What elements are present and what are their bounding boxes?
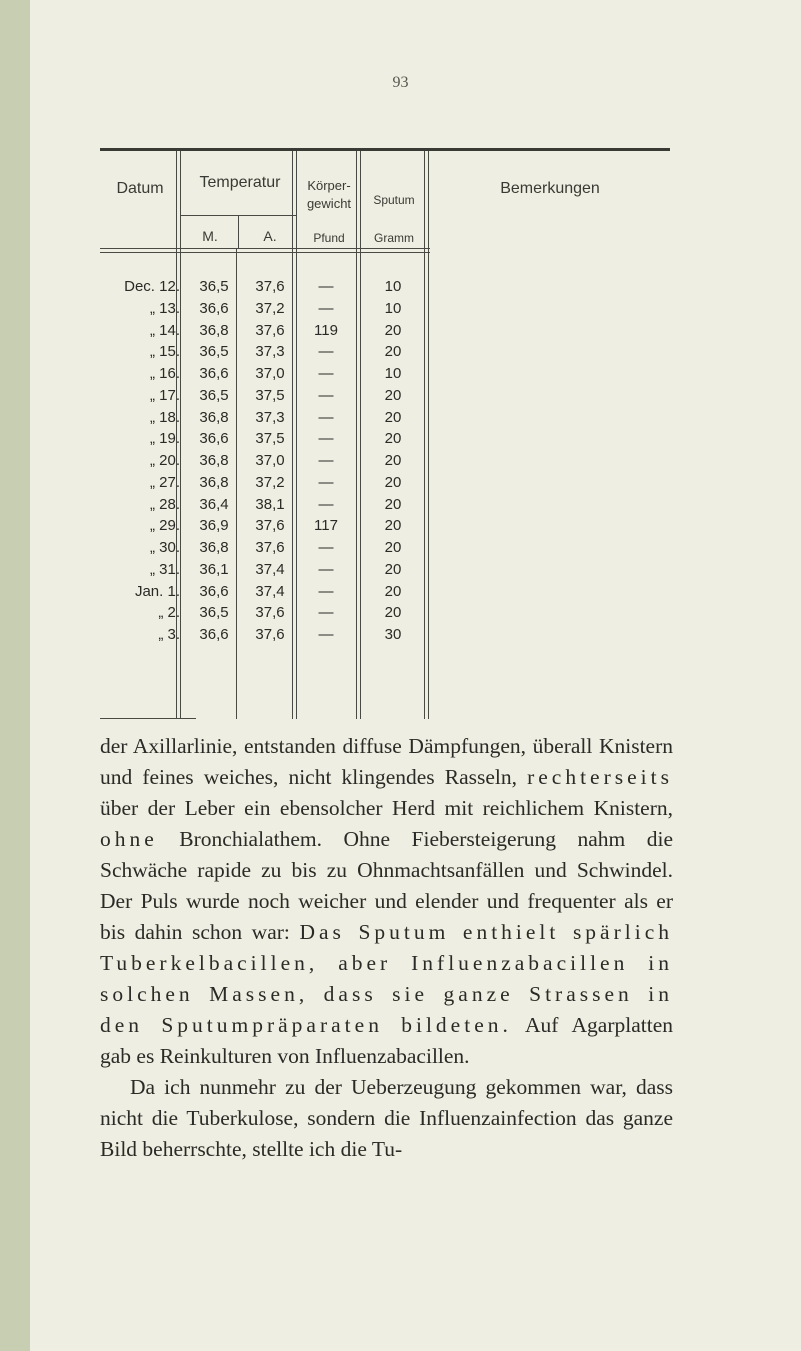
- cell-sputum: 20: [384, 582, 402, 600]
- cell-temp-m: 36,9: [199, 517, 229, 535]
- cell-temp-m: 36,6: [199, 365, 229, 382]
- cell-temp-m: 36,1: [199, 560, 229, 578]
- cell-temp-m: 36,5: [199, 343, 229, 361]
- table-row: [100, 276, 670, 298]
- body-text: [100, 731, 673, 1165]
- cell-temp-a: 37,2: [255, 299, 285, 317]
- cell-date: „ 16.: [149, 365, 180, 382]
- cell-temp-a: 37,5: [255, 430, 285, 448]
- cell-date: „ 3.: [158, 626, 180, 643]
- cell-temp-a: 37,6: [255, 321, 285, 339]
- table-row: [100, 407, 670, 429]
- cell-temp-a: 37,4: [255, 560, 285, 578]
- cell-sputum: 20: [384, 604, 402, 622]
- cell-date: „ 19.: [149, 430, 180, 448]
- cell-temp-a: 37,6: [255, 278, 285, 295]
- p1-part-c: über der Leber ein ebensolcher Herd mit reichlichem Knistern,: [100, 796, 673, 820]
- p1-part-e: Bronchialathem. Ohne Fiebersteigerung nahm die Schwäche rapide zu bis zu Ohnmachtsanfällen und Schwindel. Der Puls wurde noch weicher und elender und frequenter als er bis dahin schon war:: [100, 827, 673, 944]
- cell-sputum: 10: [384, 365, 402, 382]
- header-sputum-unit: Gramm: [374, 231, 414, 245]
- cell-temp-m: 36,6: [199, 430, 229, 448]
- cell-temp-m: 36,8: [199, 473, 229, 491]
- header-weight-line1: Körper-: [307, 178, 351, 193]
- cell-weight: —: [318, 452, 334, 469]
- cell-temp-m: 36,6: [199, 626, 229, 643]
- table-row: [100, 559, 670, 581]
- table-row: [100, 602, 670, 624]
- table-row: [100, 624, 670, 646]
- p1-part-a: der Axillarlinie, entstanden diffuse Dämpfungen, überall Knistern und feines weiches, nicht klingendes Rasseln,: [100, 734, 673, 789]
- cell-sputum: 20: [384, 560, 402, 578]
- cell-weight: —: [318, 299, 334, 317]
- cell-weight: —: [318, 343, 334, 361]
- cell-date: Dec. 12.: [124, 278, 180, 295]
- cell-sputum: 20: [384, 321, 402, 339]
- cell-temp-a: 37,0: [255, 452, 285, 469]
- cell-sputum: 20: [384, 386, 402, 404]
- cell-weight: —: [318, 473, 334, 491]
- cell-weight: —: [318, 408, 334, 426]
- cell-temp-a: 37,2: [255, 473, 285, 491]
- header-bemerkungen: Bemerkungen: [500, 180, 600, 197]
- header-weight-line2: gewicht: [306, 196, 352, 211]
- cell-weight: —: [318, 278, 334, 295]
- table-row: [100, 298, 670, 320]
- table-row: [100, 320, 670, 342]
- cell-weight: 119: [314, 321, 338, 339]
- cell-weight: —: [318, 539, 334, 556]
- cell-weight: —: [318, 386, 334, 404]
- cell-temp-m: 36,5: [199, 278, 229, 295]
- cell-temp-a: 37,4: [255, 582, 285, 600]
- table-row: [100, 581, 670, 603]
- cell-date: „ 13.: [149, 299, 180, 317]
- cell-temp-m: 36,8: [199, 452, 229, 469]
- page-number: 93: [392, 74, 409, 91]
- cell-date: „ 18.: [149, 408, 180, 426]
- table-row: [100, 537, 670, 559]
- cell-temp-a: 38,1: [255, 495, 285, 513]
- table-row: [100, 363, 670, 385]
- cell-date: „ 31.: [149, 560, 180, 578]
- header-rule-1: [100, 248, 430, 249]
- cell-sputum: 10: [384, 278, 402, 295]
- cell-weight: —: [318, 626, 334, 643]
- cell-temp-m: 36,5: [199, 604, 229, 622]
- table-row: [100, 450, 670, 472]
- cell-date: „ 15.: [149, 343, 180, 361]
- header-rule-2: [100, 252, 430, 253]
- cell-sputum: 20: [384, 495, 402, 513]
- header-temperatur: Temperatur: [199, 174, 281, 191]
- table-row: [100, 341, 670, 363]
- cell-weight: —: [318, 495, 334, 513]
- cell-sputum: 20: [384, 430, 402, 448]
- cell-date: „ 2.: [158, 604, 180, 622]
- cell-temp-m: 36,8: [199, 539, 229, 556]
- divider-m-a: [238, 215, 239, 248]
- cell-weight: —: [318, 604, 334, 622]
- cell-sputum: 10: [384, 299, 402, 317]
- cell-temp-a: 37,3: [255, 343, 285, 361]
- cell-sputum: 20: [384, 452, 402, 469]
- cell-sputum: 20: [384, 539, 402, 556]
- cell-weight: —: [318, 560, 334, 578]
- cell-date: „ 17.: [149, 386, 180, 404]
- header-temp-m: M.: [202, 228, 218, 244]
- cell-weight: —: [318, 365, 334, 382]
- table-body: [100, 276, 670, 646]
- cell-temp-a: 37,6: [255, 626, 285, 643]
- cell-temp-a: 37,6: [255, 517, 285, 535]
- header-datum: Datum: [116, 180, 164, 197]
- header-weight-unit: Pfund: [313, 231, 345, 245]
- table-row: [100, 472, 670, 494]
- header-temp-a: A.: [263, 228, 277, 244]
- cell-temp-a: 37,3: [255, 408, 285, 426]
- cell-sputum: 30: [384, 626, 402, 643]
- cell-temp-m: 36,5: [199, 386, 229, 404]
- paragraph-2: Da ich nunmehr zu der Ueberzeugung gekommen war, dass nicht die Tuberkulose, sondern die Influenzainfection das ganze Bild beherrschte, stellte ich die Tu-: [100, 1075, 673, 1161]
- table-row: [100, 385, 670, 407]
- p1-part-g: Auf Agarplatten gab es Reinkulturen von Influenzabacillen.: [100, 1013, 673, 1068]
- cell-date: „ 27.: [149, 473, 180, 491]
- table-row: [100, 515, 670, 537]
- paragraph-1: [100, 731, 673, 1072]
- cell-temp-m: 36,8: [199, 321, 229, 339]
- p1-emphasis-sputum: Das Sputum enthielt spärlich Tuberkelbacillen, aber Influenzabacillen in solchen Massen, dass sie ganze Strassen in den Sputumpräparaten bildeten.: [100, 920, 673, 1037]
- cell-weight: 117: [314, 517, 338, 535]
- cell-temp-m: 36,8: [199, 408, 229, 426]
- cell-sputum: 20: [384, 517, 402, 535]
- p1-emphasis-rechterseits: rechterseits: [527, 765, 673, 789]
- cell-sputum: 20: [384, 408, 402, 426]
- header-sputum: Sputum: [373, 193, 415, 207]
- cell-date: „ 20.: [149, 452, 180, 469]
- cell-temp-m: 36,6: [199, 299, 229, 317]
- table-row: [100, 494, 670, 516]
- cell-weight: —: [318, 582, 334, 600]
- table-footnote-rule: [100, 718, 196, 719]
- cell-temp-a: 37,5: [255, 386, 285, 404]
- cell-sputum: 20: [384, 473, 402, 491]
- cell-temp-a: 37,0: [255, 365, 285, 382]
- cell-date: „ 29.: [149, 517, 180, 535]
- cell-temp-m: 36,6: [199, 582, 229, 600]
- cell-date: „ 28.: [149, 495, 180, 513]
- cell-temp-a: 37,6: [255, 604, 285, 622]
- cell-date: Jan. 1.: [134, 582, 180, 600]
- cell-temp-m: 36,4: [199, 495, 229, 513]
- cell-sputum: 20: [384, 343, 402, 361]
- cell-weight: —: [318, 430, 334, 448]
- p1-emphasis-ohne: ohne: [100, 827, 158, 851]
- cell-date: „ 30.: [149, 539, 180, 556]
- scan-edge: [0, 0, 30, 1351]
- cell-temp-a: 37,6: [255, 539, 285, 556]
- table-top-rule: [100, 148, 670, 151]
- cell-date: „ 14.: [149, 321, 180, 339]
- table-row: [100, 428, 670, 450]
